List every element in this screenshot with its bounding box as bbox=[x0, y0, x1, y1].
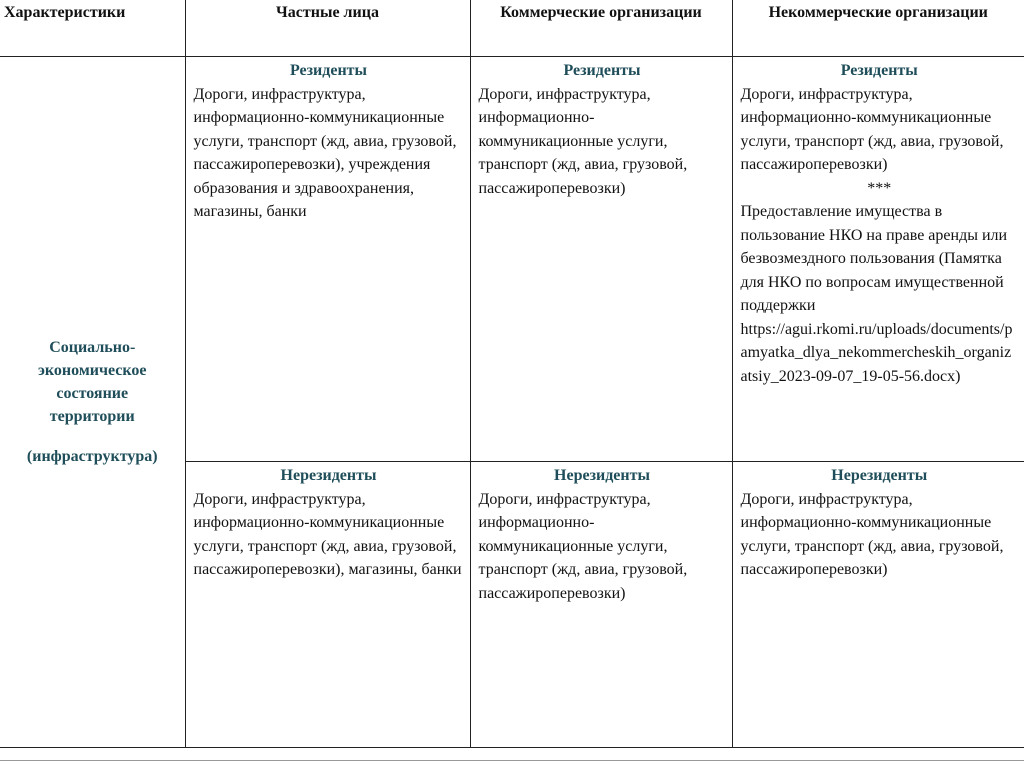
residents-commercial-body: Дороги, инфраструктура, информационно-коммуникационные услуги, транспорт (жд, авиа, грузовой, пассажироперевозки) bbox=[478, 85, 688, 197]
bottom-divider bbox=[0, 760, 1024, 761]
side-label: Социально-экономическое состояние территории bbox=[38, 339, 147, 425]
header-commercial-orgs: Коммерческие организации bbox=[470, 0, 732, 57]
header-row bbox=[0, 0, 1024, 57]
residents-noncommercial-title: Резиденты bbox=[840, 62, 918, 79]
nonresidents-noncommercial-body: Дороги, инфраструктура, информационно-коммуникационные услуги, транспорт (жд, авиа, грузовой, пассажироперевозки) bbox=[740, 490, 1004, 578]
residents-commercial-cell bbox=[470, 57, 732, 462]
side-label-cell bbox=[0, 57, 185, 748]
header-private-persons: Частные лица bbox=[185, 0, 470, 57]
nonresidents-private-title: Нерезиденты bbox=[280, 467, 377, 484]
residents-noncommercial-extra: Предоставление имущества в пользование НКО на праве аренды или безвозмездного пользования (Памятка для НКО по вопросам имущественной поддержки bbox=[740, 203, 1008, 314]
header-characteristics: Характеристики bbox=[0, 0, 185, 57]
nonresidents-private-cell bbox=[185, 462, 470, 748]
header-noncommercial-orgs: Некоммерческие организации bbox=[732, 0, 1024, 57]
residents-noncommercial-body: Дороги, инфраструктура, информационно-коммуникационные услуги, транспорт (жд, авиа, грузовой, пассажироперевозки) bbox=[740, 85, 1004, 173]
nonresidents-commercial-title: Нерезиденты bbox=[554, 467, 650, 484]
nonresidents-private-body: Дороги, инфраструктура, информационно-коммуникационные услуги, транспорт (жд, авиа, грузовой, пассажироперевозки), магазины, банки bbox=[193, 490, 462, 578]
nonresidents-noncommercial-cell bbox=[732, 462, 1024, 748]
side-sublabel: (инфраструктура) bbox=[26, 448, 158, 465]
nonresidents-commercial-body: Дороги, инфраструктура, информационно-коммуникационные услуги, транспорт (жд, авиа, грузовой, пассажироперевозки) bbox=[478, 490, 688, 602]
residents-private-title: Резиденты bbox=[289, 62, 368, 79]
nonresidents-noncommercial-title: Нерезиденты bbox=[831, 467, 928, 484]
residents-private-cell bbox=[185, 57, 470, 462]
residents-private-body: Дороги, инфраструктура, информационно-коммуникационные услуги, транспорт (жд, авиа, грузовой, пассажироперевозки), учреждения образования и здравоохранения, магазины, банки bbox=[193, 85, 457, 220]
residents-commercial-title: Резиденты bbox=[563, 62, 641, 79]
residents-noncommercial-cell bbox=[732, 57, 1024, 462]
memo-link[interactable]: https://agui.rkomi.ru/uploads/documents/pamyatka_dlya_nekommercheskih_organizatsiy_2023-09-07_19-05-56.docx) bbox=[740, 320, 1013, 385]
residents-row bbox=[0, 57, 1024, 462]
separator-stars: *** bbox=[867, 179, 892, 197]
nonresidents-commercial-cell bbox=[470, 462, 732, 748]
